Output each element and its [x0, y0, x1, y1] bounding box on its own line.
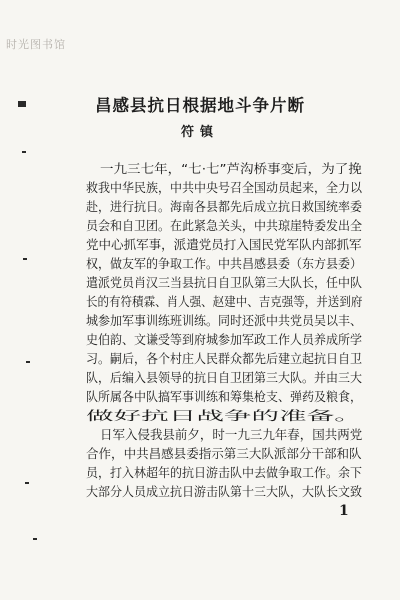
text-line: 史伯韵、文谦受等到府城参加军政工作人员养成所学 [86, 332, 362, 347]
text-line: 队，后编入县领导的抗日自卫团第三大队。并由三大 [86, 370, 362, 385]
scan-mark [22, 151, 26, 153]
scan-mark [26, 361, 30, 363]
text-line: 日军入侵我县前夕，时一九三九年春，国共两党 [100, 427, 363, 442]
text-line: 党中心抓军事，派遣党员打入国民党军队内部抓军 [86, 237, 362, 252]
text-line: 遣派党员肖汉三当县抗日自卫队第三大队长，任中队 [86, 275, 362, 290]
text-line: 赴，进行抗日。海南各县都先后成立抗日救国统率委 [86, 199, 362, 214]
text-line: 员，打入林超年的抗日游击队中去做争取工作。余下 [86, 465, 362, 480]
text-line: 权，做友军的争取工作。中共昌感县委（东方县委） [86, 256, 362, 271]
text-line: 合作，中共昌感县委指示第三大队派部分干部和队 [86, 446, 362, 461]
text-line: 长的有符積霖、肖人强、赵建中、吉克强等，并送到府 [86, 294, 363, 309]
watermark: 时光图书馆 [6, 38, 66, 51]
scan-mark [33, 538, 37, 540]
page-number: 1 [339, 503, 349, 519]
text-line: 习。嗣后，各个村庄人民群众都先后建立起抗日自卫 [86, 351, 362, 366]
text-line: 做好抗日战争的准备。 [86, 408, 362, 423]
author-name: 符镇 [180, 125, 219, 140]
text-line: 城参加军事训练班训练。同时还派中共党员吴以丰、 [86, 313, 362, 328]
text-line: 队所属各中队搞军事训练和筹集枪支、弹药及粮食， [86, 389, 362, 404]
scan-mark [25, 482, 29, 484]
document-title: 昌感县抗日根据地斗争片断 [95, 96, 305, 115]
text-line: 一九三七年，“七·七”芦沟桥事变后，为了挽 [100, 161, 362, 176]
scan-mark [23, 258, 27, 260]
text-line: 救我中华民族，中共中央号召全国动员起来，全力以 [86, 180, 362, 195]
text-line: 员会和自卫团。在此紧急关头，中共琼崖特委发出全 [86, 218, 362, 233]
text-line: 大部分人员成立抗日游击队第十三大队，大队长文致 [86, 484, 362, 499]
